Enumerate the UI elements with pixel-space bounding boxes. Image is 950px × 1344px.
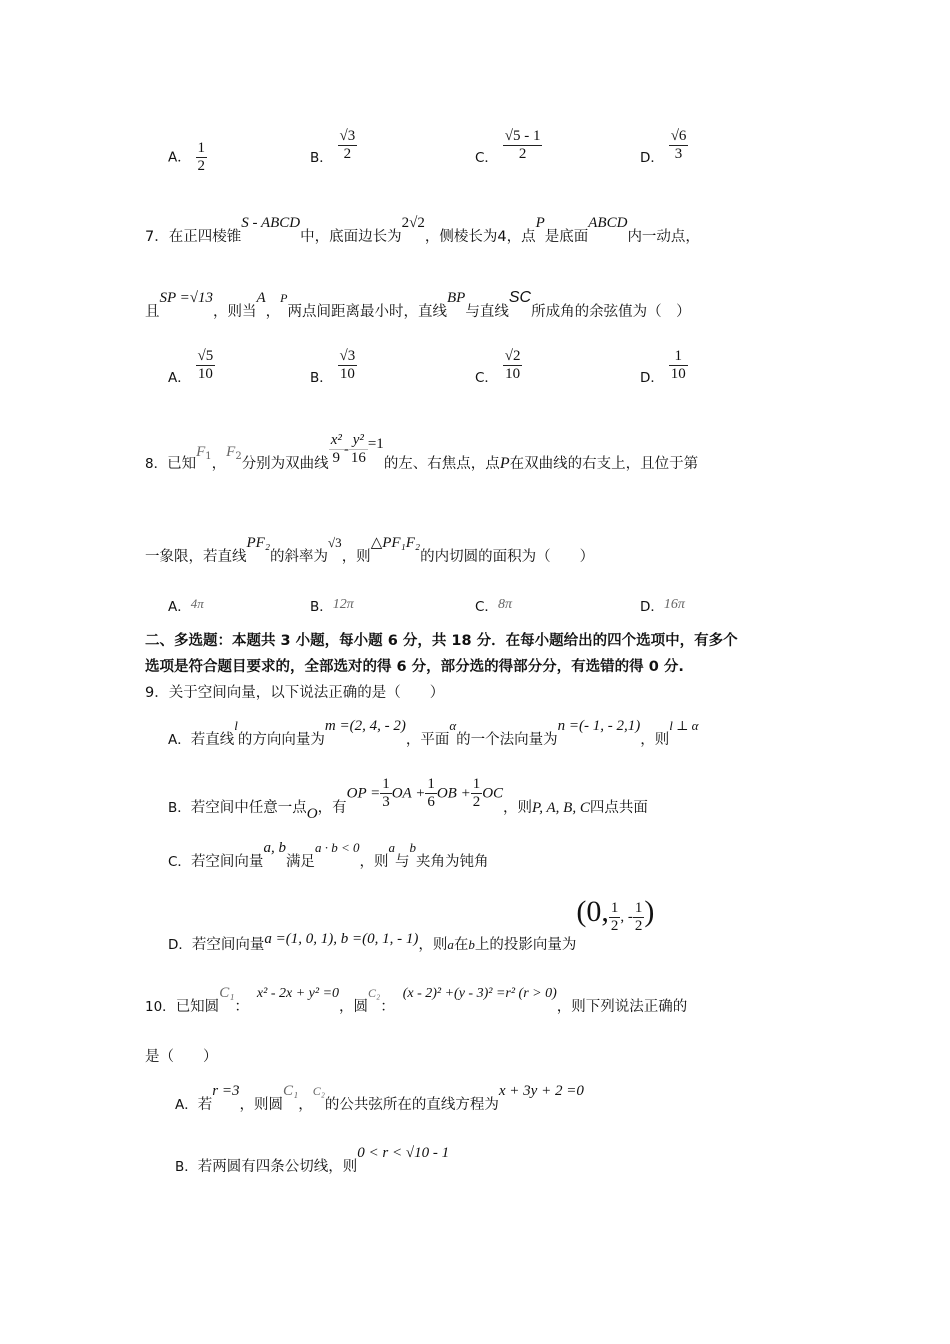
q9-option-a[interactable]: A．若直线l的方向向量为m =(2, 4, - 2)，平面α的一个法向量为n =(- 1, - 2,1)，则l ⊥ α — [168, 718, 699, 748]
fraction: $\frac{\text{y²}}{16}$ — [350, 432, 366, 466]
question-8-line-2: 一象限，若直线PF₂的斜率为√3，则△PF₁F₂的内切圆的面积为（ ） — [145, 535, 595, 565]
question-10-line-2: 是（ ） — [145, 1049, 218, 1065]
question-8-line-1: 8．已知$F_1$，$F_2$分别为双曲线 $\frac{\text{x²}}{9}$ - $\frac{\text{y²}}{16}$ =1的左、右焦点，点P在双曲线的右支上，且位于第 — [145, 432, 699, 472]
fraction: $\frac{√6}{3}$ — [670, 128, 687, 162]
fraction: $\frac{\text{x²}}{9}$ — [330, 432, 342, 466]
q6-option-b[interactable]: B． $\frac{√3}{2}$ — [310, 128, 356, 166]
q7-option-c[interactable]: C． $\frac{√2}{10}$ — [475, 348, 521, 386]
section-2-heading-line-1: 二、多选题：本题共 3 小题，每小题 6 分，共 18 分．在每小题给出的四个选项中，有多个 — [145, 633, 738, 649]
q9-option-d[interactable]: D．若空间向量a =(1, 0, 1), b =(0, 1, - 1)，则a在b上的投影向量为(0, $\frac{1}{2}$ , - $\frac{1}{2}$ ) — [168, 895, 655, 953]
q6-option-a[interactable]: A． $\frac{1}{2}$ — [168, 140, 206, 174]
section-2-heading-line-2: 选项是符合题目要求的，全部选对的得 6 分，部分选的得部分分，有选错的得 0 分. — [145, 659, 684, 675]
q7-option-a[interactable]: A． $\frac{√5}{10}$ — [168, 348, 214, 386]
q6-option-d[interactable]: D． $\frac{√6}{3}$ — [640, 128, 687, 166]
q6-option-c[interactable]: C． $\frac{√5 - 1}{2}$ — [475, 128, 541, 166]
q10-option-a[interactable]: A．若r =3，则圆C₁，$^{C_2}$的公共弦所在的直线方程为x + 3y + 2 =0 — [175, 1083, 584, 1113]
q8-option-b[interactable]: B．12π — [310, 597, 354, 615]
question-10-line-1: 10．已知圆C₁：x² - 2x + y² =0，圆$^{C_2}$：(x - 2)² +(y - 3)² =r² (r > 0)，则下列说法正确的 — [145, 985, 688, 1015]
q7-option-d[interactable]: D． $\frac{1}{10}$ — [640, 348, 686, 386]
fraction: $\frac{√5 - 1}{2}$ — [504, 128, 541, 162]
q9-option-c[interactable]: C．若空间向量a, b满足a · b < 0，则a与b夹角为钝角 — [168, 840, 489, 870]
q9-option-b[interactable]: B．若空间中任意一点O，有OP = $\frac{1}{3}$ OA + $\frac{1}{6}$ OB + $\frac{1}{2}$ OC，则P, A, B, C四点共面 — [168, 776, 648, 822]
q8-option-a[interactable]: A．4π — [168, 596, 204, 615]
fraction: $\frac{√3}{2}$ — [339, 128, 356, 162]
q8-option-c[interactable]: C．8π — [475, 597, 512, 615]
question-7-line-1: 7．在正四棱锥S - ABCD中，底面边长为2√2，侧棱长为4，点P是底面ABCD内一动点， — [145, 215, 700, 245]
question-7-line-2: 且SP =√13，则当A，$^P$两点间距离最小时，直线BP与直线SC所成角的余弦值为（ ） — [145, 289, 691, 320]
q7-option-b[interactable]: B． $\frac{√3}{10}$ — [310, 348, 356, 386]
q10-option-b[interactable]: B．若两圆有四条公切线，则0 < r < √10 - 1 — [175, 1145, 450, 1175]
fraction: $\frac{1}{2}$ — [197, 140, 206, 174]
q8-option-d[interactable]: D．16π — [640, 597, 685, 615]
question-9-stem: 9．关于空间向量，以下说法正确的是（ ） — [145, 685, 445, 701]
